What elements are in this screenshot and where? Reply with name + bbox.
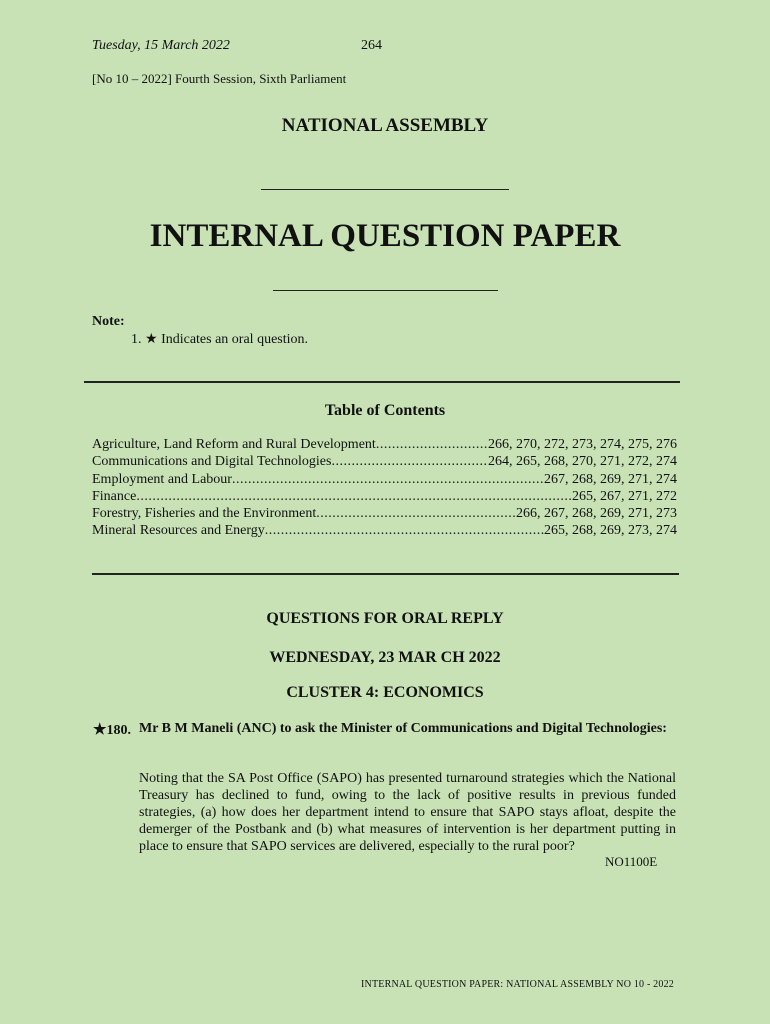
toc-subject: Forestry, Fisheries and the Environment	[92, 506, 317, 522]
note-item-number: 1.	[131, 332, 142, 347]
note-item	[131, 331, 308, 348]
toc-subject: Employment and Labour	[92, 471, 232, 487]
question-number-text: 180.	[106, 723, 131, 738]
toc-leader	[265, 522, 544, 539]
toc-leader	[232, 471, 544, 488]
toc-title: Table of Contents	[324, 402, 446, 419]
title-divider-top	[261, 189, 509, 190]
note-label: Note:	[92, 314, 125, 329]
toc-row	[92, 522, 677, 539]
assembly-title: NATIONAL ASSEMBLY	[281, 115, 489, 136]
toc-divider-bottom	[92, 573, 679, 575]
question-body: Noting that the SA Post Office (SAPO) has presented turnaround strategies which the National Treasury has declined to fund, owing to the lack of positive results in previous funded strategies, (a) how does her department intend to ensure that SAPO stays afloat, despite the demerger of the Postbank and (b) what measures of intervention is her department putting in place to ensure that SAPO services are delivered, especially to the rural poor?	[139, 771, 676, 854]
toc-subject: Finance	[92, 488, 137, 504]
toc-subject: Mineral Resources and Energy	[92, 523, 265, 539]
toc-row	[92, 453, 677, 470]
toc-row	[92, 488, 677, 505]
star-icon: ★	[145, 332, 158, 347]
toc-row	[92, 436, 677, 453]
toc-pages: 264, 265, 268, 270, 271, 272, 274	[488, 454, 677, 470]
question-asker: Mr B M Maneli (ANC) to ask the Minister of Communications and Digital Technologies:	[139, 721, 667, 736]
page-footer: INTERNAL QUESTION PAPER: NATIONAL ASSEMBLY NO 10 - 2022	[361, 979, 674, 990]
toc-pages: 265, 267, 271, 272	[572, 488, 677, 504]
oral-reply-heading: QUESTIONS FOR ORAL REPLY	[266, 610, 504, 627]
oral-reply-date: WEDNESDAY, 23 MAR CH 2022	[269, 649, 501, 666]
paper-date: Tuesday, 15 March 2022	[92, 38, 230, 53]
note-item-text: Indicates an oral question.	[161, 332, 309, 347]
toc-leader	[316, 505, 516, 522]
page-number: 264	[361, 38, 382, 53]
session-info: [No 10 – 2022] Fourth Session, Sixth Parliament	[92, 71, 347, 86]
toc-pages: 266, 270, 272, 273, 274, 275, 276	[488, 437, 677, 452]
toc-row	[92, 505, 677, 522]
document-title: INTERNAL QUESTION PAPER	[149, 218, 621, 254]
toc-leader	[136, 488, 572, 505]
toc-pages: 265, 268, 269, 273, 274	[544, 523, 677, 539]
toc-subject: Agriculture, Land Reform and Rural Development	[92, 437, 376, 452]
title-divider-bottom	[273, 290, 498, 291]
question-number	[93, 720, 131, 739]
toc-subject: Communications and Digital Technologies	[92, 454, 332, 470]
toc-leader	[331, 453, 488, 470]
cluster-heading: CLUSTER 4: ECONOMICS	[286, 684, 484, 701]
toc-divider-top	[84, 381, 680, 383]
question-reference: NO1100E	[605, 854, 658, 869]
toc-pages: 266, 267, 268, 269, 271, 273	[516, 506, 677, 522]
toc-pages: 267, 268, 269, 271, 274	[544, 471, 677, 487]
oral-star-icon: ★	[93, 722, 107, 738]
toc-row	[92, 471, 677, 488]
toc-leader	[376, 436, 488, 453]
table-of-contents	[92, 436, 677, 540]
